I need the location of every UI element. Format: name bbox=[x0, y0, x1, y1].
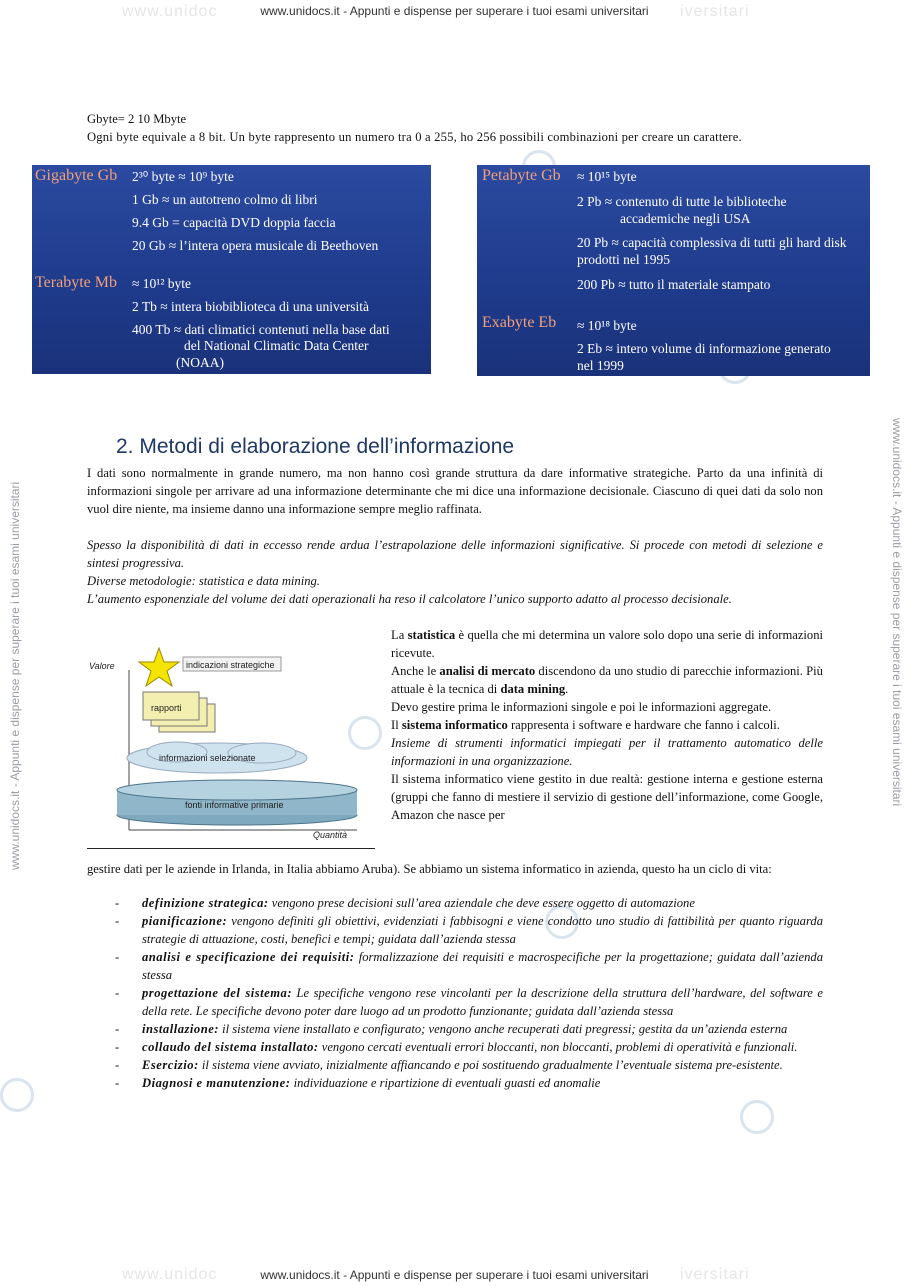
watermark-ghost-text: www.unidoc bbox=[122, 1266, 218, 1283]
watermark-ghost-text: www.unidoc bbox=[122, 3, 218, 20]
slide-row: prodotti nel 1995 bbox=[577, 252, 670, 267]
list-item: - Esercizio: il sistema viene avviato, inizialmente affiancando e poi sostituendo gradualmente l’eventuale sistema pre-esistente. bbox=[115, 1058, 783, 1072]
slide-row: del National Climatic Data Center bbox=[184, 338, 369, 353]
slide-row: 2 Tb ≈ intera biobiblioteca di una università bbox=[132, 299, 369, 314]
list-item: - pianificazione: vengono definiti gli obiettivi, evidenziati i fabbisogni e viene condotto uno studio di fattibilità per quanto riguarda strategie di attuazione, costi, benefici e tempi; guidata dall’azienda stessa bbox=[115, 914, 823, 946]
paragraph-gestito: Il sistema informatico viene gestito in due realtà: gestione interna e gestione esterna (gruppi che fanno di mestiere il servizio di gestione dell’informazione, come Google, Amazon che nasce per bbox=[391, 772, 823, 822]
base-label: fonti informative primarie bbox=[185, 800, 284, 810]
page-footer: www.unidocs.it - Appunti e dispense per superare i tuoi esami universitari bbox=[260, 1268, 649, 1282]
slide-row: 9.4 Gb = capacità DVD doppia faccia bbox=[132, 215, 336, 230]
page-header: www.unidocs.it - Appunti e dispense per superare i tuoi esami universitari bbox=[260, 4, 649, 18]
slide-row: (NOAA) bbox=[176, 355, 224, 370]
slide-row: 2³⁰ byte ≈ 10⁹ byte bbox=[132, 169, 234, 184]
paragraph-continuation: gestire dati per le aziende in Irlanda, in Italia abbiamo Aruba). Se abbiamo un sistema informatico in azienda, questo ha un ciclo di vita: bbox=[87, 862, 772, 876]
watermark-logo-icon bbox=[0, 1078, 34, 1112]
slide-row: ≈ 10¹⁸ byte bbox=[577, 318, 637, 333]
cloud-label: informazioni selezionate bbox=[159, 753, 256, 763]
paragraph-insieme: Insieme di strumenti informatici impiegati per il trattamento automatico delle informazioni in una organizzazione. bbox=[391, 736, 823, 768]
list-item: - Diagnosi e manutenzione: individuazione e ripartizione di eventuali guasti ed anomalie bbox=[115, 1076, 601, 1090]
slide-heading: Petabyte Gb bbox=[482, 167, 561, 184]
slide-row: 20 Pb ≈ capacità complessiva di tutti gli hard disk bbox=[577, 235, 847, 250]
y-axis-label: Valore bbox=[89, 661, 115, 671]
slide-heading: Exabyte Eb bbox=[482, 314, 557, 331]
slide-row: nel 1999 bbox=[577, 358, 624, 373]
intro-gbyte: Gbyte= 2 10 Mbyte bbox=[87, 112, 187, 126]
side-watermark-right: www.unidocs.it - Appunti e dispense per superare i tuoi esami universitari bbox=[890, 418, 904, 807]
information-pyramid-figure bbox=[87, 640, 377, 850]
list-item: - installazione: il sistema viene installato e configurato; vengono anche recuperati dati pregressi; gestita da un’azienda esterna bbox=[115, 1022, 788, 1036]
paragraph-devo: Devo gestire prima le informazioni singole e poi le informazioni aggregate. bbox=[391, 700, 772, 714]
figure-rule bbox=[87, 848, 375, 849]
lifecycle-list bbox=[87, 894, 823, 1092]
star-label: indicazioni strategiche bbox=[186, 660, 275, 670]
paragraph-analisi: Anche le analisi di mercato discendono da uno studio di parecchie informazioni. Più attuale è la tecnica di data mining. bbox=[391, 664, 823, 696]
right-column bbox=[391, 626, 823, 824]
slide-heading: Terabyte Mb bbox=[35, 274, 117, 291]
slide-heading: Gigabyte Gb bbox=[35, 167, 118, 184]
petabyte-exabyte-slide bbox=[477, 165, 870, 376]
paragraph-statistica: La statistica è quella che mi determina un valore solo dopo una serie di informazioni ricevute. bbox=[391, 628, 824, 660]
reports-label: rapporti bbox=[151, 703, 182, 713]
slide-row: 400 Tb ≈ dati climatici contenuti nella base dati bbox=[132, 322, 390, 337]
list-item: - analisi e specificazione dei requisiti: formalizzazione dei requisiti e macrospecifiche per la progettazione; guidata dall’azienda stessa bbox=[115, 950, 823, 982]
watermark-ghost-text: iversitari bbox=[680, 3, 750, 20]
slide-row: ≈ 10¹² byte bbox=[132, 276, 191, 291]
slide-row: accademiche negli USA bbox=[620, 211, 751, 226]
paragraph-disponibilita: Spesso la disponibilità di dati in eccesso rende ardua l’estrapolazione delle informazioni significative. Si procede con metodi di selezione e sintesi progressiva. bbox=[87, 538, 823, 570]
paragraph-aumento: L’aumento esponenziale del volume dei dati operazionali ha reso il calcolatore l’unico supporto adatto al processo decisionale. bbox=[87, 592, 732, 606]
star-icon bbox=[139, 648, 179, 686]
slide-row: ≈ 10¹⁵ byte bbox=[577, 169, 637, 184]
paragraph-metodologie: Diverse metodologie: statistica e data mining. bbox=[87, 574, 320, 588]
watermark-ghost-text: iversitari bbox=[680, 1266, 750, 1283]
slide-row: 2 Eb ≈ intero volume di informazione generato bbox=[577, 341, 831, 356]
list-item: - collaudo del sistema installato: vengono cercati eventuali errori bloccanti, non bloccanti, problemi di operatività e funzionali. bbox=[115, 1040, 798, 1054]
list-item: - definizione strategica: vengono prese decisioni sull’area aziendale che deve essere oggetto di automazione bbox=[115, 896, 695, 910]
slide-row: 2 Pb ≈ contenuto di tutte le biblioteche bbox=[577, 194, 787, 209]
x-axis-label: Quantità bbox=[313, 830, 348, 840]
slide-row: 20 Gb ≈ l’intera opera musicale di Beethoven bbox=[132, 238, 379, 253]
gigabyte-terabyte-slide bbox=[32, 165, 431, 374]
section-title: 2. Metodi di elaborazione dell’informazione bbox=[116, 435, 515, 458]
intro-byte-paragraph: Ogni byte equivale a 8 bit. Un byte rappresento un numero tra 0 a 255, ho 256 possibili combinazioni per creare un carattere. bbox=[87, 130, 742, 144]
slide-row: 200 Pb ≈ tutto il materiale stampato bbox=[577, 277, 771, 292]
side-watermark-left: www.unidocs.it - Appunti e dispense per superare i tuoi esami universitari bbox=[8, 481, 22, 870]
paragraph-sistema: Il sistema informatico rappresenta i software e hardware che fanno i calcoli. bbox=[391, 718, 780, 732]
watermark-logo-icon bbox=[740, 1100, 774, 1134]
list-item: - progettazione del sistema: Le specifiche vengono rese vincolanti per la descrizione della struttura dell’hardware, del software e della rete. Le specifiche devono poter dare luogo ad un prodotto funzionante; guidata dall’azienda stessa bbox=[115, 986, 823, 1018]
slide-row: 1 Gb ≈ un autotreno colmo di libri bbox=[132, 192, 318, 207]
paragraph-dati: I dati sono normalmente in grande numero, ma non hanno così grande struttura da dare informative strategiche. Parto da una infinità di informazioni singole per arrivare ad una informazione determinante che mi dice una informazione decisionale. Ciascuno di quei dati da solo non vuol dire niente, ma insieme danno una informazione sempre meglio raffinata. bbox=[87, 466, 823, 516]
